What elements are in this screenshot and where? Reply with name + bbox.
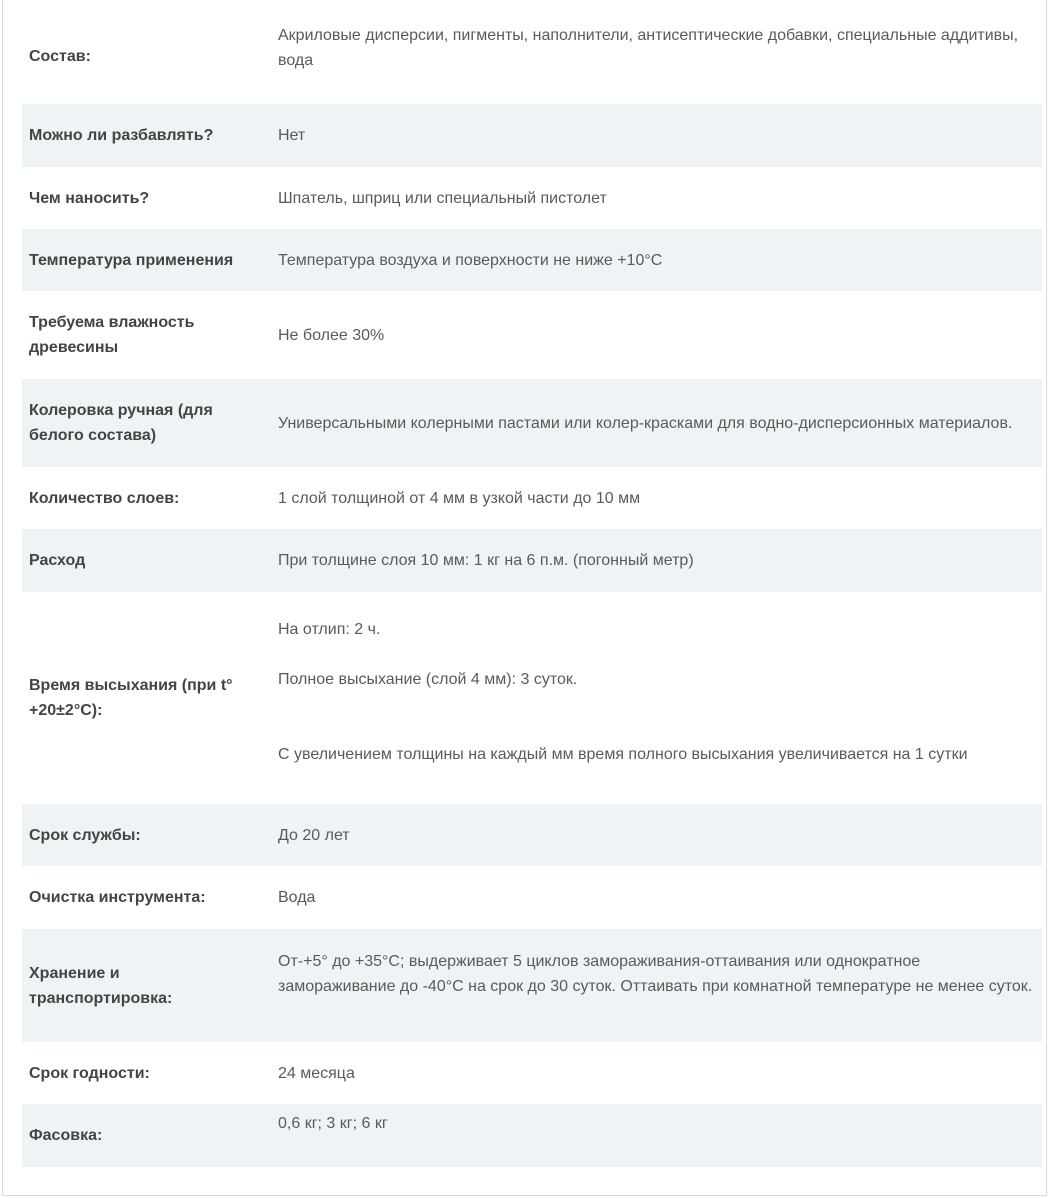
spec-value bbox=[271, 592, 1042, 804]
spec-value: От-+5° до +35°С; выдерживает 5 циклов замораживания-оттаивания или однократное замораживание до -40°С на срок до 30 суток. Оттаивать при комнатной температуре не менее суток. bbox=[271, 929, 1042, 1042]
spec-row-dilution bbox=[22, 104, 1042, 167]
spec-label: Очистка инструмента: bbox=[29, 889, 206, 906]
spec-value: Температура воздуха и поверхности не ниже +10°С bbox=[271, 229, 1042, 291]
spec-value: Универсальными колерными пастами или колер-красками для водно-дисперсионных материалов. bbox=[271, 379, 1042, 467]
spec-row-shelf-life bbox=[22, 1042, 1042, 1104]
spec-value: Нет bbox=[271, 104, 1042, 167]
drying-tack-free: На отлип: 2 ч. bbox=[278, 621, 381, 638]
spec-value: 1 слой толщиной от 4 мм в узкой части до 10 мм bbox=[278, 489, 641, 507]
product-specs-table bbox=[22, 8, 1042, 1167]
spec-label: Расход bbox=[22, 529, 271, 592]
spec-label: Температура применения bbox=[22, 229, 271, 291]
spec-row-tool-cleaning bbox=[22, 866, 1042, 929]
spec-row-consumption bbox=[22, 529, 1042, 592]
spec-label: Можно ли разбавлять? bbox=[22, 104, 271, 167]
spec-value: 24 месяца bbox=[278, 1064, 355, 1082]
spec-value: Вода bbox=[278, 889, 316, 906]
spec-row-application-tool bbox=[22, 167, 1042, 229]
spec-row-drying-time bbox=[22, 592, 1042, 804]
spec-label: Фасовка: bbox=[22, 1104, 271, 1167]
drying-full: Полное высыхание (слой 4 мм): 3 суток. bbox=[278, 671, 578, 688]
spec-label: Время высыхания (при t° +20±2°С): bbox=[29, 677, 233, 719]
spec-row-layer-count bbox=[22, 467, 1042, 529]
spec-row-application-temperature bbox=[22, 229, 1042, 291]
spec-value: Не более 30% bbox=[278, 326, 385, 344]
spec-label: Хранение и транспортировка: bbox=[22, 929, 271, 1042]
spec-row-storage bbox=[22, 929, 1042, 1042]
spec-label: Состав: bbox=[29, 47, 91, 65]
spec-row-composition bbox=[22, 8, 1042, 104]
spec-row-tinting bbox=[22, 379, 1042, 467]
spec-label: Срок годности: bbox=[29, 1064, 150, 1082]
spec-row-packaging bbox=[22, 1104, 1042, 1167]
spec-label: Чем наносить? bbox=[29, 189, 150, 207]
spec-value: Акриловые дисперсии, пигменты, наполнители, антисептические добавки, специальные аддитивы, вода bbox=[278, 27, 1019, 69]
spec-label: Срок службы: bbox=[22, 804, 271, 866]
spec-row-wood-moisture bbox=[22, 291, 1042, 379]
spec-value: До 20 лет bbox=[271, 804, 1042, 866]
spec-label: Требуема влажность древесины bbox=[29, 314, 195, 356]
spec-row-service-life bbox=[22, 804, 1042, 866]
spec-value: 0,6 кг; 3 кг; 6 кг bbox=[271, 1104, 1042, 1167]
spec-label: Колеровка ручная (для белого состава) bbox=[22, 379, 271, 467]
spec-value: При толщине слоя 10 мм: 1 кг на 6 п.м. (погонный метр) bbox=[271, 529, 1042, 592]
spec-value: Шпатель, шприц или специальный пистолет bbox=[278, 189, 607, 207]
drying-note: С увеличением толщины на каждый мм время полного высыхания увеличивается на 1 сутки bbox=[278, 746, 968, 763]
spec-label: Количество слоев: bbox=[29, 489, 180, 507]
